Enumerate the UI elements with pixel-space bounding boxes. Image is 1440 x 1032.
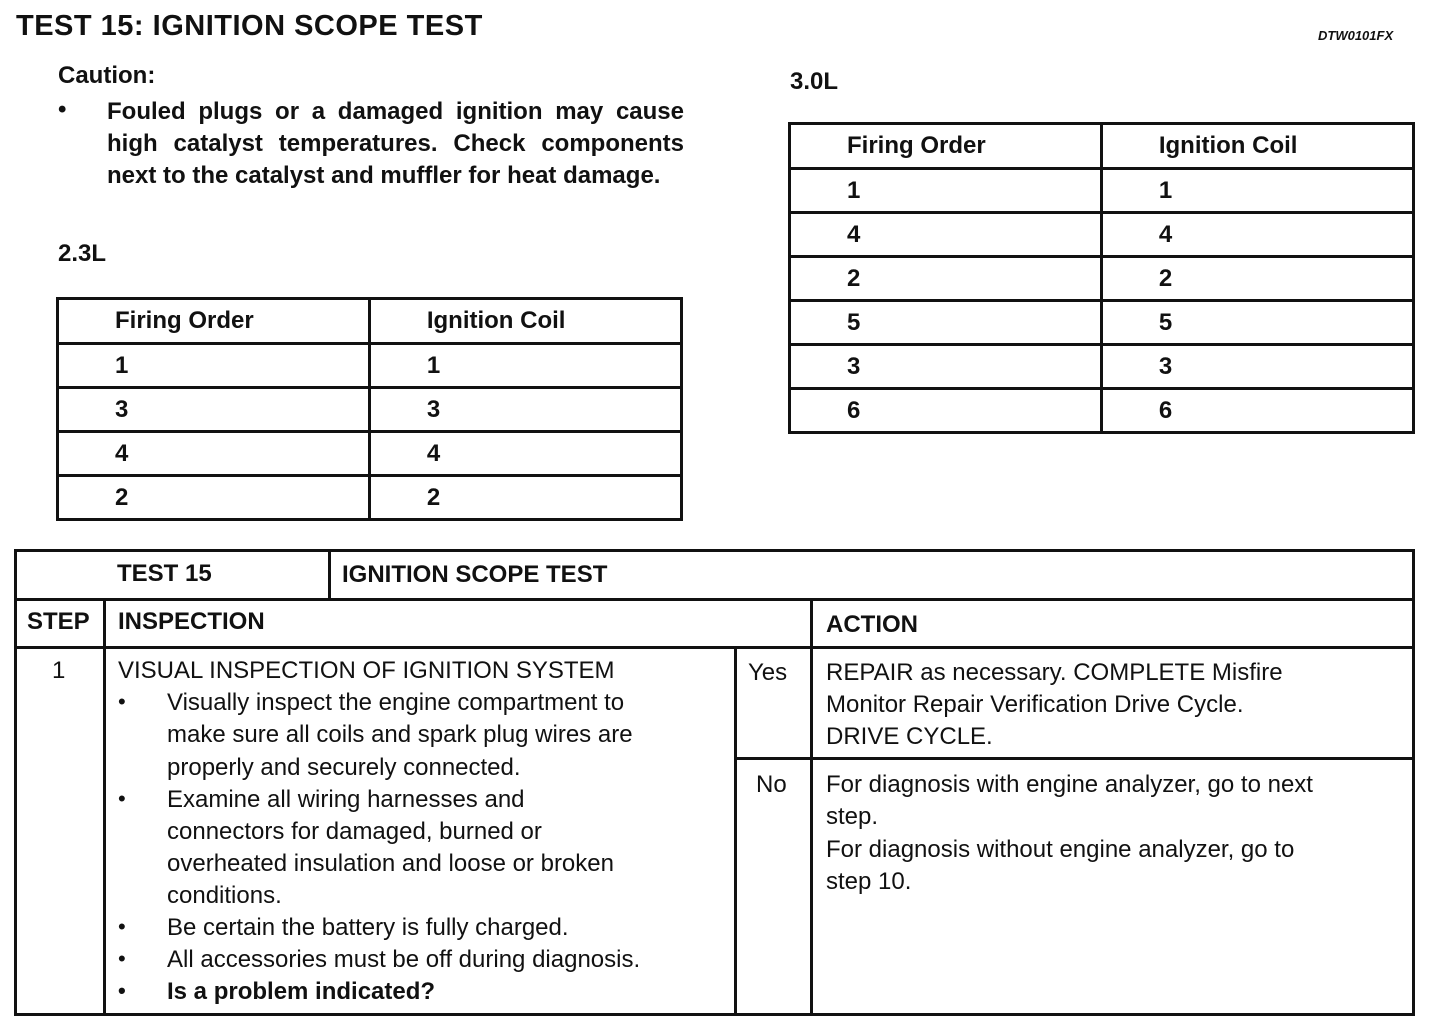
inspection-bullet: • (118, 914, 126, 939)
ignition-coil-cell: 4 (1101, 213, 1413, 257)
table-header-row (790, 124, 1414, 169)
column-header-step: STEP (27, 608, 90, 635)
engine-label-2-3l: 2.3L (58, 240, 107, 267)
inspection-bullet: • (118, 689, 126, 714)
inspection-question: Is a problem indicated? (167, 978, 436, 1005)
ignition-coil-cell: 1 (369, 344, 681, 388)
table-border (14, 549, 17, 1016)
column-header-firing-order: Firing Order (58, 299, 370, 344)
table-divider (14, 598, 1415, 601)
ignition-coil-cell: 1 (1101, 169, 1413, 213)
firing-order-cell: 6 (790, 389, 1102, 433)
ignition-coil-cell: 3 (369, 388, 681, 432)
table-divider (328, 549, 331, 601)
table-border (14, 1013, 1415, 1016)
firing-order-cell: 3 (790, 345, 1102, 389)
ignition-coil-cell: 2 (1101, 257, 1413, 301)
action-yes-line: REPAIR as necessary. COMPLETE Misfire (826, 659, 1283, 686)
inspection-line: overheated insulation and loose or broken (167, 850, 614, 877)
ignition-coil-cell: 4 (369, 432, 681, 476)
column-header-ignition-coil: Ignition Coil (1101, 124, 1413, 169)
inspection-line: connectors for damaged, burned or (167, 818, 542, 845)
engine-label-3-0l: 3.0L (790, 68, 839, 95)
column-header-firing-order: Firing Order (790, 124, 1102, 169)
action-no-line: For diagnosis without engine analyzer, go to (826, 836, 1295, 863)
inspection-line: make sure all coils and spark plug wires are (167, 721, 633, 748)
table-border (1412, 549, 1415, 1016)
table-divider (734, 646, 737, 1016)
table-row (790, 345, 1414, 389)
action-no-line: step 10. (826, 868, 912, 895)
ignition-coil-cell: 6 (1101, 389, 1413, 433)
answer-yes-label: Yes (748, 659, 788, 686)
table-row (790, 301, 1414, 345)
ignition-coil-cell: 3 (1101, 345, 1413, 389)
inspection-bullet: • (118, 978, 126, 1003)
caution-text: Fouled plugs or a damaged ignition may cause high catalyst temperatures. Check components next to the catalyst and muffler for heat damage. (107, 98, 684, 189)
column-header-inspection: INSPECTION (118, 608, 265, 635)
inspection-bullet: • (118, 786, 126, 811)
inspection-line: Be certain the battery is fully charged. (167, 914, 569, 941)
inspection-bullet: • (118, 946, 126, 971)
ignition-coil-cell: 2 (369, 476, 681, 520)
document-id: DTW0101FX (1318, 28, 1394, 43)
page-title: TEST 15: IGNITION SCOPE TEST (16, 10, 483, 42)
firing-order-cell: 3 (58, 388, 370, 432)
inspection-line: properly and securely connected. (167, 754, 521, 781)
inspection-line: Visually inspect the engine compartment to (167, 689, 625, 716)
table-row (58, 476, 682, 520)
table-row (790, 213, 1414, 257)
inspection-line: All accessories must be off during diagnosis. (167, 946, 641, 973)
test-label: TEST 15 (117, 560, 212, 587)
firing-order-cell: 4 (58, 432, 370, 476)
caution-bullet: • (58, 96, 67, 123)
table-row (58, 388, 682, 432)
caution-heading: Caution: (58, 62, 156, 89)
column-header-action: ACTION (826, 611, 918, 638)
table-row (790, 169, 1414, 213)
inspection-line: Examine all wiring harnesses and (167, 786, 525, 813)
table-divider (734, 757, 1415, 760)
inspection-line: conditions. (167, 882, 282, 909)
firing-order-cell: 2 (58, 476, 370, 520)
firing-order-cell: 1 (790, 169, 1102, 213)
table-row (58, 344, 682, 388)
table-divider (103, 598, 106, 1016)
table-header-row (58, 299, 682, 344)
action-yes-line: DRIVE CYCLE. (826, 723, 993, 750)
firing-order-cell: 1 (58, 344, 370, 388)
table-border (14, 549, 1415, 552)
table-row (790, 389, 1414, 433)
answer-no-label: No (756, 771, 787, 798)
table-row (790, 257, 1414, 301)
action-no-line: For diagnosis with engine analyzer, go to next (826, 771, 1313, 798)
table-divider (810, 598, 813, 1016)
table-row (58, 432, 682, 476)
ignition-coil-cell: 5 (1101, 301, 1413, 345)
column-header-ignition-coil: Ignition Coil (369, 299, 681, 344)
firing-order-table-2-3l (56, 297, 683, 521)
inspection-heading: VISUAL INSPECTION OF IGNITION SYSTEM (118, 657, 615, 684)
firing-order-cell: 2 (790, 257, 1102, 301)
action-no-line: step. (826, 803, 879, 830)
step-number: 1 (52, 657, 66, 684)
table-divider (14, 646, 1415, 649)
firing-order-table-3-0l (788, 122, 1415, 434)
firing-order-cell: 5 (790, 301, 1102, 345)
action-yes-line: Monitor Repair Verification Drive Cycle. (826, 691, 1244, 718)
firing-order-cell: 4 (790, 213, 1102, 257)
test-title: IGNITION SCOPE TEST (342, 561, 608, 588)
